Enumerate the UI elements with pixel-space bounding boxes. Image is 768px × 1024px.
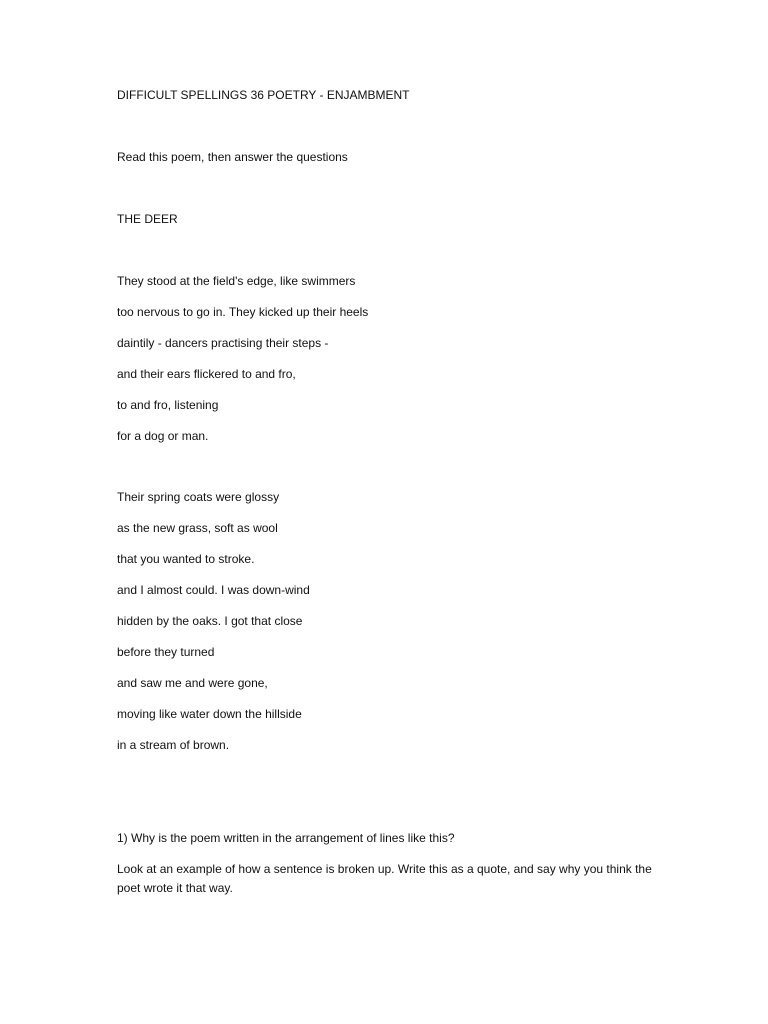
poem-line: daintily - dancers practising their steps - <box>117 336 329 350</box>
poem-line: before they turned <box>117 645 215 659</box>
poem-line: to and fro, listening <box>117 398 219 412</box>
poem-line: and saw me and were gone, <box>117 676 268 690</box>
instruction-text: Read this poem, then answer the questions <box>117 150 348 164</box>
poem-line: Their spring coats were glossy <box>117 490 280 504</box>
document-heading: DIFFICULT SPELLINGS 36 POETRY - ENJAMBMENT <box>117 88 410 102</box>
poem-line: that you wanted to stroke. <box>117 552 255 566</box>
poem-line: for a dog or man. <box>117 429 209 443</box>
poem-line: and their ears flickered to and fro, <box>117 367 296 381</box>
poem-line: moving like water down the hillside <box>117 707 302 721</box>
poem-line: as the new grass, soft as wool <box>117 521 278 535</box>
poem-line: in a stream of brown. <box>117 738 230 752</box>
poem-title: THE DEER <box>117 212 178 226</box>
poem-line: and I almost could. I was down-wind <box>117 583 310 597</box>
poem-line: They stood at the field's edge, like swimmers <box>117 274 356 288</box>
poem-line: too nervous to go in. They kicked up their heels <box>117 305 369 319</box>
question-1-detail: Look at an example of how a sentence is broken up. Write this as a quote, and say why you think the poet wrote it that way. <box>117 862 652 895</box>
poem-line: hidden by the oaks. I got that close <box>117 614 303 628</box>
question-1: 1) Why is the poem written in the arrangement of lines like this? <box>117 831 455 845</box>
